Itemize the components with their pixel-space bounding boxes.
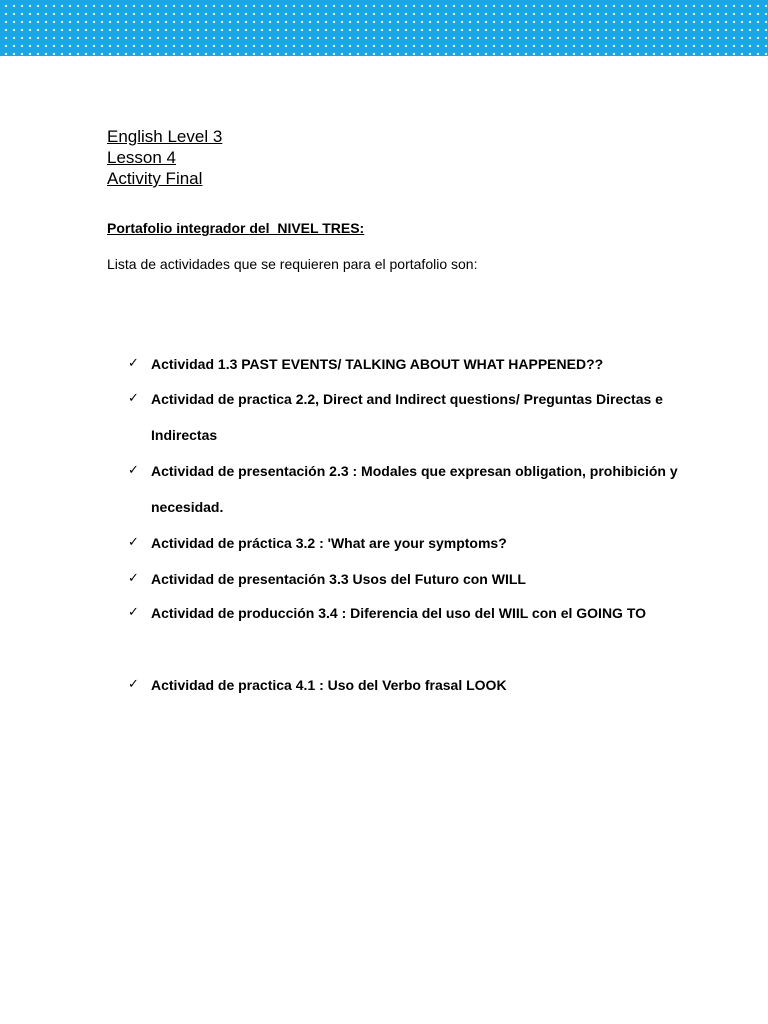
checkmark-icon: ✓ xyxy=(128,463,139,478)
heading-level: English Level 3 xyxy=(107,127,223,146)
portfolio-title: Portafolio integrador del NIVEL TRES: xyxy=(107,220,365,236)
portfolio-intro: Lista de actividades que se requieren para el portafolio son: xyxy=(107,256,478,272)
heading-lesson: Lesson 4 xyxy=(107,148,176,167)
activity-text: Actividad de practica 4.1 : Uso del Verbo frasal LOOK xyxy=(151,677,507,693)
checkmark-icon: ✓ xyxy=(128,391,139,406)
checkmark-icon: ✓ xyxy=(128,356,139,371)
activity-text: Actividad 1.3 PAST EVENTS/ TALKING ABOUT WHAT HAPPENED?? xyxy=(151,356,604,372)
activity-text: Actividad de práctica 3.2 : 'What are your symptoms? xyxy=(151,535,507,551)
checkmark-icon: ✓ xyxy=(128,677,139,692)
activity-text: Actividad de presentación 3.3 Usos del Futuro con WILL xyxy=(151,571,526,587)
activity-text: Actividad de practica 2.2, Direct and Indirect questions/ Preguntas Directas e Indirectas xyxy=(151,391,663,443)
document-heading xyxy=(107,126,222,189)
activity-text: Actividad de producción 3.4 : Diferencia del uso del WIIL con el GOING TO xyxy=(151,605,647,621)
checkmark-icon: ✓ xyxy=(128,535,139,550)
heading-activity: Activity Final xyxy=(107,169,203,188)
checkmark-icon: ✓ xyxy=(128,605,139,620)
activity-text: Actividad de presentación 2.3 : Modales que expresan obligation, prohibición y necesidad. xyxy=(151,463,678,515)
decorative-dotted-banner xyxy=(0,0,768,56)
checkmark-icon: ✓ xyxy=(128,571,139,586)
